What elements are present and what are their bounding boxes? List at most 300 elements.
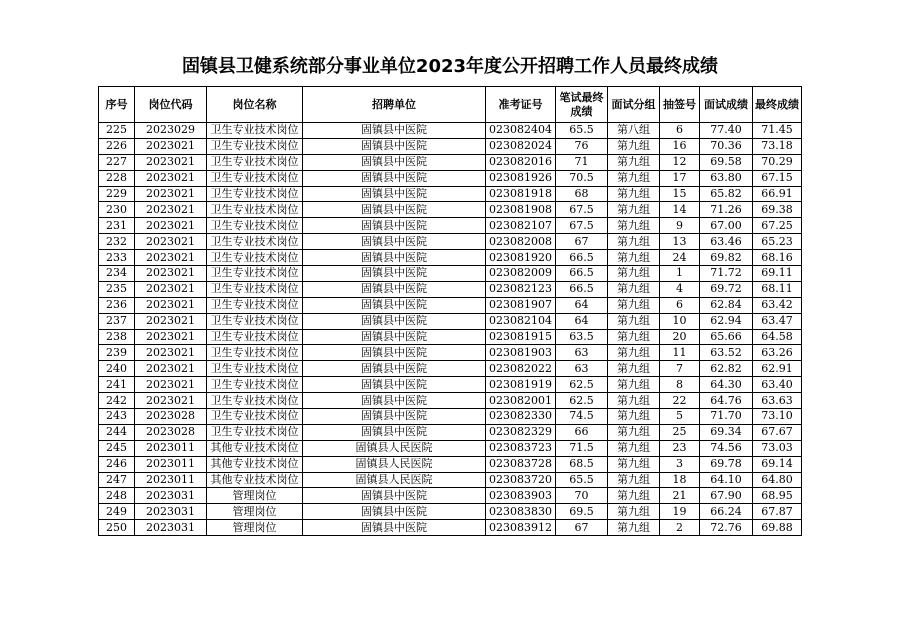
cell-index: 248 bbox=[99, 488, 135, 504]
cell-written-score: 68.5 bbox=[556, 456, 608, 472]
cell-post-name: 卫生专业技术岗位 bbox=[207, 345, 303, 361]
cell-interview-group: 第九组 bbox=[608, 329, 660, 345]
cell-post-code: 2023021 bbox=[135, 234, 207, 250]
col-header-post-code: 岗位代码 bbox=[135, 87, 207, 123]
cell-interview-score: 69.58 bbox=[700, 154, 753, 170]
cell-employer: 固镇县中医院 bbox=[303, 377, 486, 393]
cell-post-code: 2023028 bbox=[135, 409, 207, 425]
cell-draw-number: 2 bbox=[660, 520, 700, 536]
cell-draw-number: 4 bbox=[660, 281, 700, 297]
cell-draw-number: 14 bbox=[660, 202, 700, 218]
cell-interview-score: 71.72 bbox=[700, 266, 753, 282]
cell-written-score: 69.5 bbox=[556, 504, 608, 520]
cell-draw-number: 10 bbox=[660, 313, 700, 329]
cell-final-score: 73.03 bbox=[753, 440, 802, 456]
cell-index: 228 bbox=[99, 170, 135, 186]
cell-interview-group: 第九组 bbox=[608, 186, 660, 202]
cell-employer: 固镇县中医院 bbox=[303, 345, 486, 361]
cell-interview-group: 第九组 bbox=[608, 154, 660, 170]
cell-written-score: 64 bbox=[556, 297, 608, 313]
col-header-draw-number: 抽签号 bbox=[660, 87, 700, 123]
table-row bbox=[99, 472, 802, 488]
cell-written-score: 70 bbox=[556, 488, 608, 504]
cell-index: 236 bbox=[99, 297, 135, 313]
cell-interview-score: 64.10 bbox=[700, 472, 753, 488]
cell-post-name: 其他专业技术岗位 bbox=[207, 472, 303, 488]
cell-exam-id: 023082008 bbox=[486, 234, 556, 250]
cell-exam-id: 023083912 bbox=[486, 520, 556, 536]
cell-written-score: 65.5 bbox=[556, 123, 608, 139]
cell-index: 227 bbox=[99, 154, 135, 170]
cell-employer: 固镇县中医院 bbox=[303, 520, 486, 536]
cell-employer: 固镇县中医院 bbox=[303, 186, 486, 202]
cell-employer: 固镇县人民医院 bbox=[303, 456, 486, 472]
cell-employer: 固镇县中医院 bbox=[303, 329, 486, 345]
cell-post-name: 卫生专业技术岗位 bbox=[207, 377, 303, 393]
cell-written-score: 63 bbox=[556, 345, 608, 361]
cell-exam-id: 023081903 bbox=[486, 345, 556, 361]
cell-index: 247 bbox=[99, 472, 135, 488]
cell-index: 240 bbox=[99, 361, 135, 377]
cell-post-code: 2023011 bbox=[135, 456, 207, 472]
cell-interview-group: 第九组 bbox=[608, 202, 660, 218]
cell-interview-group: 第八组 bbox=[608, 123, 660, 139]
cell-post-name: 管理岗位 bbox=[207, 504, 303, 520]
cell-post-name: 卫生专业技术岗位 bbox=[207, 202, 303, 218]
cell-interview-score: 69.34 bbox=[700, 424, 753, 440]
cell-employer: 固镇县中医院 bbox=[303, 409, 486, 425]
cell-final-score: 68.16 bbox=[753, 250, 802, 266]
table-row bbox=[99, 281, 802, 297]
cell-post-code: 2023031 bbox=[135, 488, 207, 504]
cell-post-code: 2023021 bbox=[135, 218, 207, 234]
cell-employer: 固镇县中医院 bbox=[303, 361, 486, 377]
cell-interview-group: 第九组 bbox=[608, 504, 660, 520]
cell-post-code: 2023021 bbox=[135, 329, 207, 345]
table-row bbox=[99, 520, 802, 536]
cell-index: 237 bbox=[99, 313, 135, 329]
cell-employer: 固镇县中医院 bbox=[303, 234, 486, 250]
cell-post-name: 卫生专业技术岗位 bbox=[207, 170, 303, 186]
cell-interview-group: 第九组 bbox=[608, 266, 660, 282]
cell-index: 239 bbox=[99, 345, 135, 361]
cell-draw-number: 19 bbox=[660, 504, 700, 520]
cell-index: 225 bbox=[99, 123, 135, 139]
cell-exam-id: 023083830 bbox=[486, 504, 556, 520]
cell-post-code: 2023021 bbox=[135, 154, 207, 170]
cell-post-name: 管理岗位 bbox=[207, 520, 303, 536]
cell-post-code: 2023031 bbox=[135, 520, 207, 536]
cell-written-score: 66.5 bbox=[556, 266, 608, 282]
cell-employer: 固镇县人民医院 bbox=[303, 472, 486, 488]
cell-written-score: 67 bbox=[556, 234, 608, 250]
cell-exam-id: 023082024 bbox=[486, 138, 556, 154]
cell-final-score: 65.23 bbox=[753, 234, 802, 250]
cell-post-name: 其他专业技术岗位 bbox=[207, 456, 303, 472]
table-row bbox=[99, 202, 802, 218]
cell-post-code: 2023021 bbox=[135, 138, 207, 154]
cell-exam-id: 023082001 bbox=[486, 393, 556, 409]
cell-post-code: 2023021 bbox=[135, 281, 207, 297]
cell-draw-number: 24 bbox=[660, 250, 700, 266]
cell-employer: 固镇县中医院 bbox=[303, 504, 486, 520]
cell-interview-group: 第九组 bbox=[608, 170, 660, 186]
cell-index: 244 bbox=[99, 424, 135, 440]
table-row bbox=[99, 345, 802, 361]
cell-final-score: 67.25 bbox=[753, 218, 802, 234]
col-header-exam-id: 准考证号 bbox=[486, 87, 556, 123]
cell-final-score: 69.14 bbox=[753, 456, 802, 472]
cell-draw-number: 12 bbox=[660, 154, 700, 170]
table-row bbox=[99, 329, 802, 345]
cell-employer: 固镇县中医院 bbox=[303, 123, 486, 139]
cell-post-name: 卫生专业技术岗位 bbox=[207, 361, 303, 377]
cell-written-score: 62.5 bbox=[556, 377, 608, 393]
cell-final-score: 71.45 bbox=[753, 123, 802, 139]
cell-draw-number: 6 bbox=[660, 123, 700, 139]
table-row bbox=[99, 138, 802, 154]
col-header-interview-score: 面试成绩 bbox=[700, 87, 753, 123]
cell-post-code: 2023011 bbox=[135, 440, 207, 456]
cell-interview-score: 74.56 bbox=[700, 440, 753, 456]
cell-final-score: 69.38 bbox=[753, 202, 802, 218]
cell-exam-id: 023081908 bbox=[486, 202, 556, 218]
cell-interview-score: 63.80 bbox=[700, 170, 753, 186]
cell-exam-id: 023083723 bbox=[486, 440, 556, 456]
cell-exam-id: 023081915 bbox=[486, 329, 556, 345]
cell-exam-id: 023082330 bbox=[486, 409, 556, 425]
cell-draw-number: 6 bbox=[660, 297, 700, 313]
cell-employer: 固镇县中医院 bbox=[303, 202, 486, 218]
table-row bbox=[99, 424, 802, 440]
cell-post-code: 2023031 bbox=[135, 504, 207, 520]
cell-final-score: 63.47 bbox=[753, 313, 802, 329]
cell-post-name: 卫生专业技术岗位 bbox=[207, 266, 303, 282]
cell-written-score: 66.5 bbox=[556, 281, 608, 297]
cell-post-name: 卫生专业技术岗位 bbox=[207, 154, 303, 170]
cell-post-name: 卫生专业技术岗位 bbox=[207, 409, 303, 425]
cell-interview-score: 67.00 bbox=[700, 218, 753, 234]
cell-written-score: 71 bbox=[556, 154, 608, 170]
cell-final-score: 67.15 bbox=[753, 170, 802, 186]
table-row bbox=[99, 123, 802, 139]
cell-written-score: 76 bbox=[556, 138, 608, 154]
cell-interview-score: 69.72 bbox=[700, 281, 753, 297]
cell-index: 245 bbox=[99, 440, 135, 456]
cell-employer: 固镇县中医院 bbox=[303, 424, 486, 440]
cell-interview-group: 第九组 bbox=[608, 218, 660, 234]
cell-post-name: 卫生专业技术岗位 bbox=[207, 123, 303, 139]
cell-index: 241 bbox=[99, 377, 135, 393]
cell-exam-id: 023083728 bbox=[486, 456, 556, 472]
cell-post-name: 卫生专业技术岗位 bbox=[207, 329, 303, 345]
col-header-employer: 招聘单位 bbox=[303, 87, 486, 123]
cell-final-score: 73.18 bbox=[753, 138, 802, 154]
cell-draw-number: 3 bbox=[660, 456, 700, 472]
cell-final-score: 69.11 bbox=[753, 266, 802, 282]
cell-post-name: 卫生专业技术岗位 bbox=[207, 138, 303, 154]
cell-draw-number: 21 bbox=[660, 488, 700, 504]
cell-post-name: 卫生专业技术岗位 bbox=[207, 424, 303, 440]
cell-employer: 固镇县中医院 bbox=[303, 138, 486, 154]
cell-draw-number: 23 bbox=[660, 440, 700, 456]
cell-exam-id: 023082107 bbox=[486, 218, 556, 234]
cell-interview-group: 第九组 bbox=[608, 456, 660, 472]
cell-interview-score: 77.40 bbox=[700, 123, 753, 139]
cell-interview-score: 70.36 bbox=[700, 138, 753, 154]
cell-post-code: 2023028 bbox=[135, 424, 207, 440]
cell-employer: 固镇县中医院 bbox=[303, 313, 486, 329]
cell-interview-score: 72.76 bbox=[700, 520, 753, 536]
cell-post-code: 2023021 bbox=[135, 297, 207, 313]
cell-draw-number: 7 bbox=[660, 361, 700, 377]
cell-post-name: 卫生专业技术岗位 bbox=[207, 297, 303, 313]
cell-employer: 固镇县中医院 bbox=[303, 266, 486, 282]
cell-final-score: 67.67 bbox=[753, 424, 802, 440]
cell-exam-id: 023081907 bbox=[486, 297, 556, 313]
cell-exam-id: 023082123 bbox=[486, 281, 556, 297]
cell-post-name: 卫生专业技术岗位 bbox=[207, 281, 303, 297]
cell-post-name: 管理岗位 bbox=[207, 488, 303, 504]
cell-interview-group: 第九组 bbox=[608, 297, 660, 313]
table-row bbox=[99, 377, 802, 393]
cell-employer: 固镇县中医院 bbox=[303, 218, 486, 234]
cell-interview-group: 第九组 bbox=[608, 313, 660, 329]
cell-written-score: 63.5 bbox=[556, 329, 608, 345]
cell-post-code: 2023021 bbox=[135, 202, 207, 218]
cell-exam-id: 023081920 bbox=[486, 250, 556, 266]
cell-interview-group: 第九组 bbox=[608, 488, 660, 504]
cell-index: 229 bbox=[99, 186, 135, 202]
cell-written-score: 67.5 bbox=[556, 202, 608, 218]
cell-index: 243 bbox=[99, 409, 135, 425]
cell-final-score: 68.11 bbox=[753, 281, 802, 297]
cell-draw-number: 16 bbox=[660, 138, 700, 154]
cell-draw-number: 25 bbox=[660, 424, 700, 440]
cell-interview-group: 第九组 bbox=[608, 424, 660, 440]
cell-interview-group: 第九组 bbox=[608, 520, 660, 536]
cell-post-code: 2023029 bbox=[135, 123, 207, 139]
cell-draw-number: 13 bbox=[660, 234, 700, 250]
cell-final-score: 62.91 bbox=[753, 361, 802, 377]
cell-written-score: 70.5 bbox=[556, 170, 608, 186]
cell-interview-score: 65.82 bbox=[700, 186, 753, 202]
cell-exam-id: 023082016 bbox=[486, 154, 556, 170]
cell-employer: 固镇县中医院 bbox=[303, 250, 486, 266]
cell-final-score: 64.80 bbox=[753, 472, 802, 488]
cell-draw-number: 18 bbox=[660, 472, 700, 488]
cell-final-score: 68.95 bbox=[753, 488, 802, 504]
cell-employer: 固镇县中医院 bbox=[303, 488, 486, 504]
cell-interview-group: 第九组 bbox=[608, 138, 660, 154]
cell-employer: 固镇县中医院 bbox=[303, 154, 486, 170]
cell-written-score: 71.5 bbox=[556, 440, 608, 456]
cell-final-score: 67.87 bbox=[753, 504, 802, 520]
table-row bbox=[99, 393, 802, 409]
table-row bbox=[99, 170, 802, 186]
table-row bbox=[99, 186, 802, 202]
cell-final-score: 63.63 bbox=[753, 393, 802, 409]
cell-interview-group: 第九组 bbox=[608, 393, 660, 409]
cell-index: 238 bbox=[99, 329, 135, 345]
cell-interview-score: 71.26 bbox=[700, 202, 753, 218]
cell-interview-score: 64.76 bbox=[700, 393, 753, 409]
cell-written-score: 63 bbox=[556, 361, 608, 377]
table-row bbox=[99, 266, 802, 282]
cell-employer: 固镇县中医院 bbox=[303, 393, 486, 409]
cell-final-score: 69.88 bbox=[753, 520, 802, 536]
cell-index: 226 bbox=[99, 138, 135, 154]
cell-interview-group: 第九组 bbox=[608, 440, 660, 456]
cell-exam-id: 023082022 bbox=[486, 361, 556, 377]
cell-exam-id: 023081926 bbox=[486, 170, 556, 186]
cell-draw-number: 1 bbox=[660, 266, 700, 282]
cell-interview-group: 第九组 bbox=[608, 250, 660, 266]
cell-interview-score: 69.78 bbox=[700, 456, 753, 472]
cell-interview-group: 第九组 bbox=[608, 472, 660, 488]
cell-post-code: 2023021 bbox=[135, 361, 207, 377]
cell-exam-id: 023082009 bbox=[486, 266, 556, 282]
cell-index: 246 bbox=[99, 456, 135, 472]
cell-index: 230 bbox=[99, 202, 135, 218]
cell-post-name: 其他专业技术岗位 bbox=[207, 440, 303, 456]
cell-interview-group: 第九组 bbox=[608, 281, 660, 297]
table-row bbox=[99, 218, 802, 234]
cell-written-score: 65.5 bbox=[556, 472, 608, 488]
cell-exam-id: 023082329 bbox=[486, 424, 556, 440]
cell-exam-id: 023082404 bbox=[486, 123, 556, 139]
col-header-post-name: 岗位名称 bbox=[207, 87, 303, 123]
table-row bbox=[99, 154, 802, 170]
cell-employer: 固镇县中医院 bbox=[303, 297, 486, 313]
table-row bbox=[99, 488, 802, 504]
cell-exam-id: 023083720 bbox=[486, 472, 556, 488]
cell-index: 234 bbox=[99, 266, 135, 282]
cell-employer: 固镇县中医院 bbox=[303, 281, 486, 297]
cell-post-name: 卫生专业技术岗位 bbox=[207, 313, 303, 329]
cell-written-score: 64 bbox=[556, 313, 608, 329]
table-row bbox=[99, 361, 802, 377]
cell-interview-score: 64.30 bbox=[700, 377, 753, 393]
cell-index: 249 bbox=[99, 504, 135, 520]
cell-interview-score: 63.52 bbox=[700, 345, 753, 361]
cell-final-score: 64.58 bbox=[753, 329, 802, 345]
cell-written-score: 67.5 bbox=[556, 218, 608, 234]
cell-draw-number: 5 bbox=[660, 409, 700, 425]
cell-written-score: 74.5 bbox=[556, 409, 608, 425]
col-header-index: 序号 bbox=[99, 87, 135, 123]
cell-interview-group: 第九组 bbox=[608, 361, 660, 377]
cell-index: 242 bbox=[99, 393, 135, 409]
cell-interview-score: 65.66 bbox=[700, 329, 753, 345]
col-header-final-score: 最终成绩 bbox=[753, 87, 802, 123]
cell-employer: 固镇县人民医院 bbox=[303, 440, 486, 456]
cell-interview-score: 62.82 bbox=[700, 361, 753, 377]
cell-interview-score: 62.84 bbox=[700, 297, 753, 313]
cell-post-code: 2023021 bbox=[135, 313, 207, 329]
cell-written-score: 67 bbox=[556, 520, 608, 536]
header-row bbox=[99, 87, 802, 123]
cell-employer: 固镇县中医院 bbox=[303, 170, 486, 186]
cell-draw-number: 8 bbox=[660, 377, 700, 393]
cell-interview-group: 第九组 bbox=[608, 234, 660, 250]
cell-interview-score: 67.90 bbox=[700, 488, 753, 504]
cell-final-score: 70.29 bbox=[753, 154, 802, 170]
cell-exam-id: 023081918 bbox=[486, 186, 556, 202]
cell-post-code: 2023021 bbox=[135, 266, 207, 282]
cell-exam-id: 023082104 bbox=[486, 313, 556, 329]
cell-final-score: 63.42 bbox=[753, 297, 802, 313]
cell-post-code: 2023021 bbox=[135, 170, 207, 186]
cell-post-code: 2023021 bbox=[135, 377, 207, 393]
cell-final-score: 73.10 bbox=[753, 409, 802, 425]
table-body bbox=[99, 123, 802, 536]
cell-written-score: 68 bbox=[556, 186, 608, 202]
col-header-interview-group: 面试分组 bbox=[608, 87, 660, 123]
cell-written-score: 66.5 bbox=[556, 250, 608, 266]
table-row bbox=[99, 409, 802, 425]
table-row bbox=[99, 504, 802, 520]
page-title: 固镇县卫健系统部分事业单位2023年度公开招聘工作人员最终成绩 bbox=[181, 56, 719, 77]
cell-interview-score: 69.82 bbox=[700, 250, 753, 266]
cell-draw-number: 11 bbox=[660, 345, 700, 361]
cell-index: 231 bbox=[99, 218, 135, 234]
cell-post-code: 2023021 bbox=[135, 250, 207, 266]
cell-final-score: 63.40 bbox=[753, 377, 802, 393]
cell-post-code: 2023021 bbox=[135, 186, 207, 202]
table-row bbox=[99, 313, 802, 329]
cell-interview-group: 第九组 bbox=[608, 377, 660, 393]
cell-draw-number: 22 bbox=[660, 393, 700, 409]
cell-interview-score: 66.24 bbox=[700, 504, 753, 520]
cell-post-name: 卫生专业技术岗位 bbox=[207, 393, 303, 409]
cell-draw-number: 15 bbox=[660, 186, 700, 202]
cell-written-score: 66 bbox=[556, 424, 608, 440]
cell-interview-group: 第九组 bbox=[608, 409, 660, 425]
cell-final-score: 63.26 bbox=[753, 345, 802, 361]
cell-written-score: 62.5 bbox=[556, 393, 608, 409]
cell-interview-score: 71.70 bbox=[700, 409, 753, 425]
cell-index: 250 bbox=[99, 520, 135, 536]
table-row bbox=[99, 250, 802, 266]
cell-exam-id: 023081919 bbox=[486, 377, 556, 393]
table-row bbox=[99, 440, 802, 456]
table-row bbox=[99, 456, 802, 472]
cell-index: 235 bbox=[99, 281, 135, 297]
cell-interview-group: 第九组 bbox=[608, 345, 660, 361]
results-table bbox=[98, 86, 802, 536]
table-row bbox=[99, 234, 802, 250]
cell-post-name: 卫生专业技术岗位 bbox=[207, 234, 303, 250]
col-header-written-score: 笔试最终成绩 bbox=[556, 87, 608, 123]
cell-interview-score: 62.94 bbox=[700, 313, 753, 329]
cell-index: 233 bbox=[99, 250, 135, 266]
table-row bbox=[99, 297, 802, 313]
cell-draw-number: 20 bbox=[660, 329, 700, 345]
cell-post-name: 卫生专业技术岗位 bbox=[207, 250, 303, 266]
cell-draw-number: 9 bbox=[660, 218, 700, 234]
cell-post-name: 卫生专业技术岗位 bbox=[207, 218, 303, 234]
cell-interview-score: 63.46 bbox=[700, 234, 753, 250]
cell-post-code: 2023021 bbox=[135, 345, 207, 361]
cell-index: 232 bbox=[99, 234, 135, 250]
cell-post-code: 2023021 bbox=[135, 393, 207, 409]
cell-exam-id: 023083903 bbox=[486, 488, 556, 504]
cell-post-name: 卫生专业技术岗位 bbox=[207, 186, 303, 202]
cell-final-score: 66.91 bbox=[753, 186, 802, 202]
cell-post-code: 2023011 bbox=[135, 472, 207, 488]
cell-draw-number: 17 bbox=[660, 170, 700, 186]
